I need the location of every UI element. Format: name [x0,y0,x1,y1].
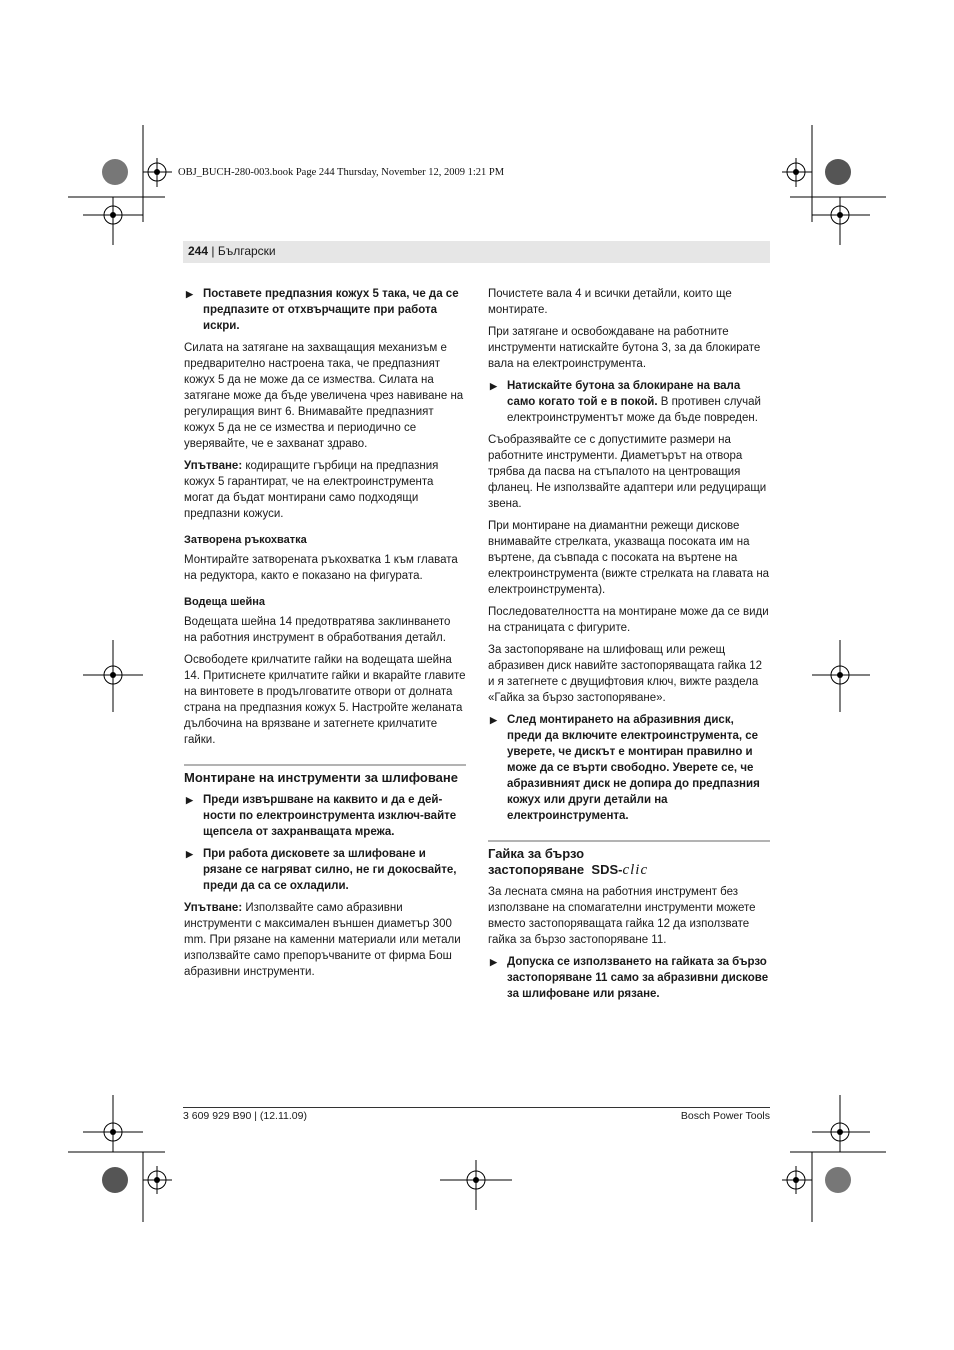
arrow-icon: ▶ [490,381,497,391]
arrow-icon: ▶ [186,289,193,299]
paragraph: Водещата шейна 14 предотвратява заклинването на работния инструмент в обработвания детайл. [184,616,451,644]
bullet-item: ▶ Допуска се използването на гайката за бързо застопоряване 11 само за абразивни дискове за шлифоване или рязане. [490,956,769,1000]
paragraph: При затягане и освобождаване на работните инструменти натискайте бутона 3, за да блокирате вала на електроинструмента. [488,326,761,370]
footer-brand: Bosch Power Tools [680,1110,770,1122]
note-paragraph: Упътване: кодиращите гърбици на предпазния кожух 5 гарантират, че на електроинструмента могат да бъдат монтирани само подходящи предпазни кожуси. [184,460,439,520]
bullet-item: ▶ Поставете предпазния кожух 5 така, че да се предпазите от отхвърчащите при работа искри. [186,288,459,332]
paragraph: Силата на затягане на захващащия механизъм е предварително настроена така, че предпазният кожух 5 да не може да се измества. Силата на затягане може да бъде увеличена чрез навиване на регулиращия винт 6. Внимавайте предпазният кожух 5 да не се измества и периодично се уверявайте, че е захванат здраво. [184,342,464,450]
header-language: Български [217,244,276,258]
right-column [488,286,770,1008]
header-separator: | [208,244,218,258]
arrow-icon: ▶ [186,795,193,805]
note-paragraph: Упътване: Използвайте само абразивни инструменти с максимален външен диаметър 300 mm. При рязане на каменни материали или метали използвайте само препоръчваните от фирма Бош абразивни инструменти. [184,902,461,978]
arrow-icon: ▶ [490,715,497,725]
subheading-guide-carriage: Водеща шейна [184,596,266,608]
section-heading-quick-nut: Гайка за бързо застопоряване SDS-clic [488,840,770,878]
print-slug: OBJ_BUCH-280-003.book Page 244 Thursday, November 12, 2009 1:21 PM [178,167,505,178]
paragraph: Съобразявайте се с допустимите размери на работните инструменти. Диаметърът на отвора трябва да пасва на стъпалото на центроващия фланец. Не използвайте адаптери или редуциращи звена. [488,434,767,510]
bullet-item: ▶ Преди извършване на каквито и да е дей-ности по електроинструмента изключ-вайте щепсела от захранващата мрежа. [186,794,457,838]
bullet-item: ▶ След монтирането на абразивния диск, преди да включите електроинструмента, се уверете, че дискът е монтиран правилно и може да се върти свободно. Уверете се, че абразивният диск не допира до предпазния кожух или други детайли на електроинструмента. [490,714,760,822]
page-header [188,244,276,258]
paragraph: Последователността на монтиране може да се види на страницата с фигурите. [488,606,769,634]
paragraph: При монтиране на диамантни режещи дискове внимавайте стрелката, указваща посоката им на въртене, да съвпада с посоката на въртене на електроинструмента (вижте стрелката на главата на електроинструмента). [488,520,770,596]
footer-document-number: 3 609 929 B90 | (12.11.09) [183,1110,307,1122]
arrow-icon: ▶ [490,957,497,967]
bullet-item: ▶ При работа дисковете за шлифоване и рязане се нагряват силно, не ги докосвайте, преди да са се охладили. [186,848,457,892]
bullet-item: ▶ Натискайте бутона за блокиране на вала само когато той е в покой. В противен случай електроинструментът може да бъде повреден. [490,380,761,424]
footer-divider [183,1107,770,1108]
sds-clic-logo: clic [622,862,649,878]
page-number: 244 [188,244,209,258]
paragraph: Освободете крилчатите гайки на водещата шейна 14. Притиснете крилчатите гайки и вкарайте главите на винтовете в продълговатите отвори от долната страна на предпазния кожух 5. Настройте желаната дълбочина на врязване и затегнете крилчатите гайки. [184,654,466,746]
paragraph: За лесната смяна на работния инструмент без използване на спомагателни инструменти можете вместо застопоряващата гайка 12 да използвате гайка за бързо застопоряване 11. [488,886,756,946]
paragraph: За застопоряване на шлифоващ или режещ абразивен диск навийте застопоряващата гайка 12 и я затегнете с двущифтовия ключ, вижте раздела «Гайка за бързо застопоряване». [488,644,763,704]
left-column [184,286,466,986]
section-heading-mounting-tools: Монтиране на инструменти за шлифоване [184,764,466,786]
subheading-closed-handle: Затворена ръкохватка [184,534,307,546]
paragraph: Почистете вала 4 и всички детайли, които ще монтирате. [488,288,732,316]
arrow-icon: ▶ [186,849,193,859]
paragraph: Монтирайте затворената ръкохватка 1 към главата на редуктора, както е показано на фигурата. [184,554,458,582]
